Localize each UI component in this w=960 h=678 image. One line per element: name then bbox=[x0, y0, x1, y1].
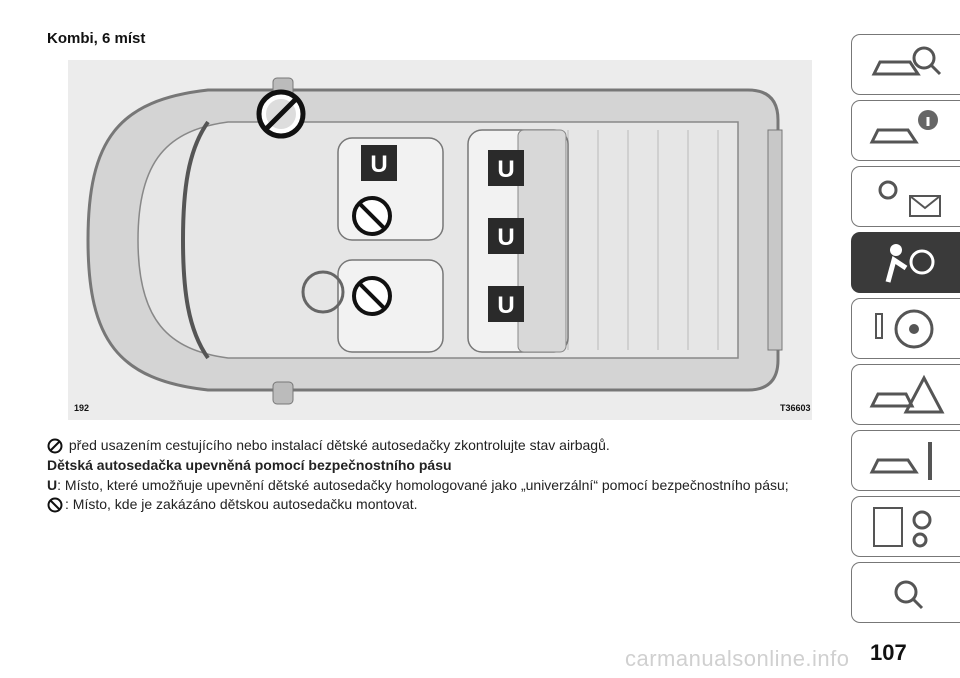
u-definition-text: : Místo, které umožňuje upevnění dětské autosedačky homologované jako „univerzální“ pomocí bezpečnostního pásu; bbox=[57, 477, 789, 493]
airbag-check-line bbox=[47, 437, 610, 454]
forbidden-icon bbox=[354, 198, 390, 234]
warning-light-message-icon bbox=[866, 172, 946, 222]
section-title: Kombi, 6 míst bbox=[47, 30, 146, 47]
airbag-warning-icon bbox=[259, 92, 303, 136]
tab-safety[interactable] bbox=[851, 232, 960, 293]
seat-mark-u-rear-left: U bbox=[497, 156, 515, 183]
u-definition bbox=[47, 477, 789, 493]
tab-car-search[interactable] bbox=[851, 34, 960, 95]
forbidden-definition-text: : Místo, kde je zakázáno dětskou autosedačku montovat. bbox=[65, 496, 418, 512]
forbidden-icon bbox=[354, 278, 390, 314]
u-letter: U bbox=[47, 477, 58, 493]
tab-warning-lights[interactable] bbox=[851, 166, 960, 227]
figure-code: T36603 bbox=[780, 403, 811, 413]
car-info-icon bbox=[866, 106, 946, 156]
steering-key-icon bbox=[866, 304, 946, 354]
watermark: carmanualsonline.info bbox=[625, 646, 850, 671]
tab-maintenance[interactable] bbox=[851, 430, 960, 491]
car-search-icon bbox=[866, 40, 946, 90]
section-heading: Dětská autosedačka upevněná pomocí bezpečnostního pásu bbox=[47, 457, 452, 473]
tab-emergency[interactable] bbox=[851, 364, 960, 425]
seat-mark-u-rear-center: U bbox=[497, 224, 515, 251]
airbag-check-text: před usazením cestujícího nebo instalací dětské autosedačky zkontrolujte stav airbagů. bbox=[65, 437, 610, 453]
airbag-warning-icon bbox=[47, 438, 63, 454]
van-seat-diagram bbox=[68, 60, 812, 420]
page-number: 107 bbox=[870, 640, 907, 665]
car-accident-warning-icon bbox=[866, 370, 946, 420]
seat-mark-u-rear-right: U bbox=[497, 292, 515, 319]
airbag-seat-icon bbox=[866, 238, 946, 288]
seat-mark-u-front: U bbox=[370, 151, 388, 178]
figure-number: 192 bbox=[74, 403, 90, 413]
specs-gears-icon bbox=[866, 502, 946, 552]
tab-car-info[interactable] bbox=[851, 100, 960, 161]
tab-technical-data[interactable] bbox=[851, 496, 960, 557]
tab-driving[interactable] bbox=[851, 298, 960, 359]
alphabet-index-icon bbox=[866, 568, 946, 618]
forbidden-definition bbox=[47, 496, 418, 513]
car-tools-icon bbox=[866, 436, 946, 486]
forbidden-icon bbox=[47, 497, 63, 513]
tab-index[interactable] bbox=[851, 562, 960, 623]
